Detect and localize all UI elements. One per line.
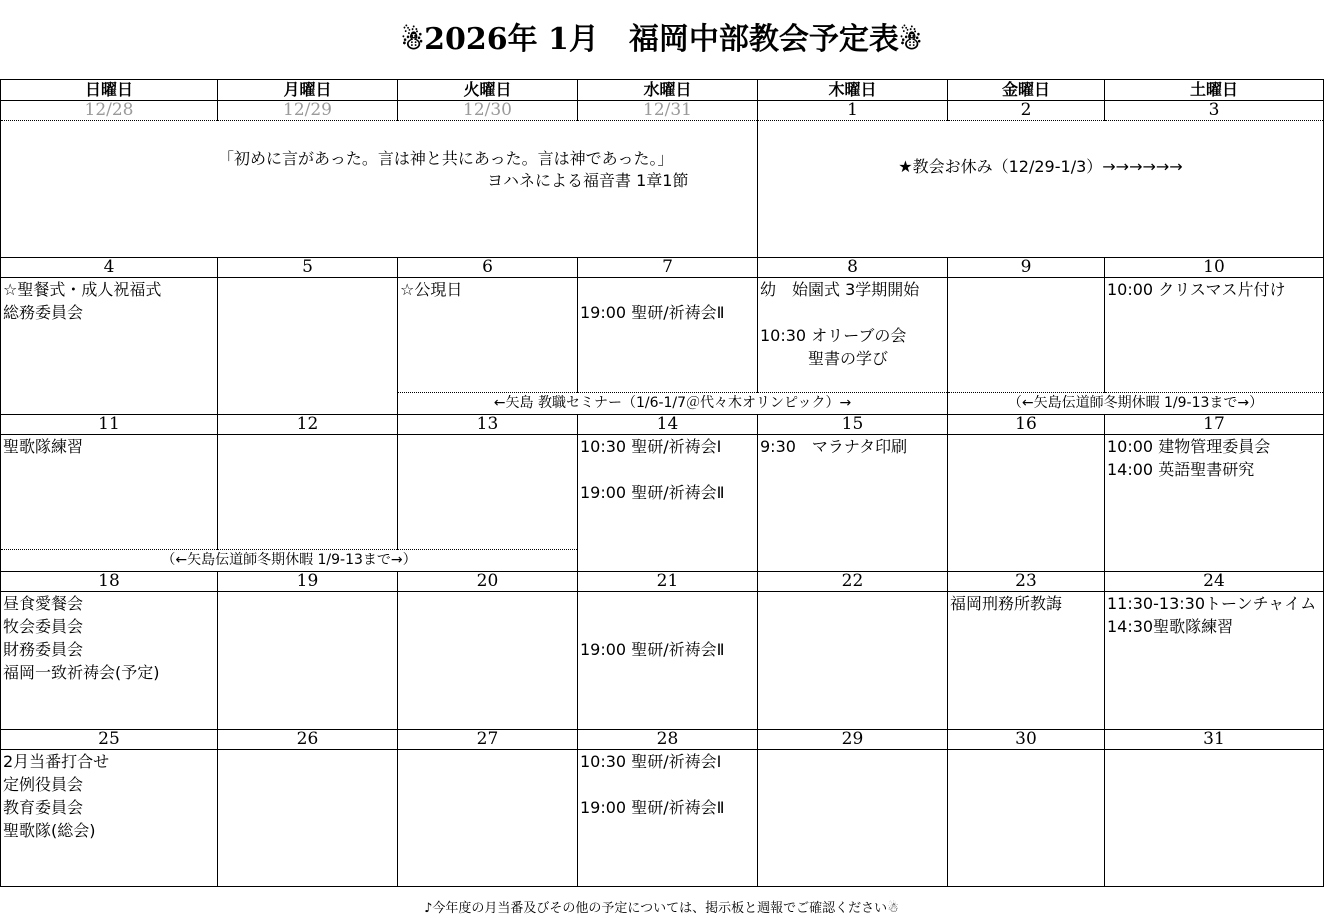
day-cell-thursday	[758, 435, 948, 572]
date-cell: 9	[948, 258, 1105, 278]
day-cell-friday	[948, 750, 1105, 887]
day-cell-monday	[218, 750, 398, 887]
week-4-events	[1, 750, 1324, 887]
bible-verse: 「初めに言があった。言は神と共にあった。言は神であった。」	[218, 149, 674, 168]
week-3-events	[1, 592, 1324, 730]
day-cell-sunday	[1, 750, 218, 887]
day-cell-friday	[948, 435, 1105, 572]
date-cell: 31	[1105, 730, 1324, 750]
event-item: 聖歌隊練習	[3, 437, 84, 456]
church-closure-note: ★教会お休み（12/29-1/3）→→→→→→	[898, 157, 1183, 176]
day-cell-tuesday	[398, 592, 578, 730]
snowman-icon: ☃	[898, 26, 923, 56]
event-item: 19:00 聖研/祈祷会Ⅱ	[580, 303, 725, 322]
date-cell: 12	[218, 415, 398, 435]
day-cell-sunday	[1, 435, 218, 550]
day-cell-tuesday	[398, 435, 578, 550]
day-cell-monday	[218, 435, 398, 550]
day-cell-thursday	[758, 278, 948, 393]
date-cell: 29	[758, 730, 948, 750]
date-cell: 19	[218, 572, 398, 592]
date-cell: 17	[1105, 415, 1324, 435]
day-cell-saturday	[1105, 592, 1324, 730]
week-2-dates	[1, 415, 1324, 435]
date-cell: 7	[578, 258, 758, 278]
day-cell-sunday	[1, 592, 218, 730]
event-item: 昼食愛餐会	[3, 594, 84, 613]
day-cell-saturday	[1105, 278, 1324, 393]
event-item: 教育委員会	[3, 798, 84, 817]
event-item: 幼 始園式 3学期開始	[760, 280, 920, 299]
holiday-banner: （←矢島伝道師冬期休暇 1/9-13まで→）	[1, 550, 578, 572]
date-cell: 4	[1, 258, 218, 278]
weekday-sunday: 日曜日	[1, 80, 218, 101]
date-cell: 21	[578, 572, 758, 592]
footer-text: ♪今年度の月当番及びその他の予定については、掲示板と週報でご確認ください	[424, 901, 888, 916]
day-cell-monday	[218, 278, 398, 415]
weekday-saturday: 土曜日	[1105, 80, 1324, 101]
date-cell: 27	[398, 730, 578, 750]
day-cell-thursday	[758, 750, 948, 887]
day-cell-wednesday	[578, 750, 758, 887]
date-cell: 3	[1105, 101, 1324, 121]
event-item: 定例役員会	[3, 775, 84, 794]
date-cell: 8	[758, 258, 948, 278]
date-cell: 12/29	[218, 101, 398, 121]
event-item: ☆公現日	[400, 280, 463, 299]
date-cell: 11	[1, 415, 218, 435]
event-item: 10:30 オリーブの会	[760, 326, 907, 345]
event-item: 財務委員会	[3, 640, 84, 659]
snowman-icon: ☃	[400, 26, 425, 56]
day-cell-friday	[948, 592, 1105, 730]
date-cell: 15	[758, 415, 948, 435]
date-cell: 22	[758, 572, 948, 592]
date-cell: 5	[218, 258, 398, 278]
week-0-events	[1, 121, 1324, 258]
date-cell: 12/30	[398, 101, 578, 121]
day-cell-wednesday	[578, 435, 758, 572]
calendar-title	[0, 18, 1323, 63]
event-item: 10:30 聖研/祈祷会Ⅰ	[580, 437, 722, 456]
title-text: 2026年 1月 福岡中部教会予定表	[424, 22, 899, 57]
footer-note	[0, 901, 1323, 917]
week-3-dates	[1, 572, 1324, 592]
event-item: ☆聖餐式・成人祝福式	[3, 280, 162, 299]
date-cell: 23	[948, 572, 1105, 592]
date-cell: 28	[578, 730, 758, 750]
day-cell-tuesday	[398, 750, 578, 887]
date-cell: 24	[1105, 572, 1324, 592]
date-cell: 18	[1, 572, 218, 592]
date-cell: 26	[218, 730, 398, 750]
event-item: 19:00 聖研/祈祷会Ⅱ	[580, 640, 725, 659]
seminar-banner: ←矢島 教職セミナー（1/6-1/7＠代々木オリンピック）→	[398, 393, 948, 415]
event-item: 19:00 聖研/祈祷会Ⅱ	[580, 483, 725, 502]
weekday-friday: 金曜日	[948, 80, 1105, 101]
event-item: 14:00 英語聖書研究	[1107, 460, 1255, 479]
week-1-dates	[1, 258, 1324, 278]
day-cell-sunday	[1, 278, 218, 415]
event-item: 14:30聖歌隊練習	[1107, 617, 1234, 636]
day-cell-monday	[218, 592, 398, 730]
date-cell: 25	[1, 730, 218, 750]
day-cell-tuesday	[398, 278, 578, 393]
week-4-dates	[1, 730, 1324, 750]
bible-verse-reference: ヨハネによる福音書 1章1節	[487, 171, 689, 190]
date-cell: 2	[948, 101, 1105, 121]
event-item: 聖歌隊(総会)	[3, 821, 96, 840]
weekday-monday: 月曜日	[218, 80, 398, 101]
day-cell-saturday	[1105, 750, 1324, 887]
date-cell: 12/31	[578, 101, 758, 121]
day-cell-wednesday	[578, 592, 758, 730]
church-closure-cell	[758, 121, 1324, 258]
day-cell-saturday	[1105, 435, 1324, 572]
weekday-header-row	[1, 80, 1324, 101]
event-item: 牧会委員会	[3, 617, 84, 636]
day-cell-friday	[948, 278, 1105, 393]
date-cell: 10	[1105, 258, 1324, 278]
event-item: 福岡刑務所教誨	[950, 594, 1063, 613]
weekday-wednesday: 水曜日	[578, 80, 758, 101]
event-item: 10:00 クリスマス片付け	[1107, 280, 1286, 299]
event-item: 19:00 聖研/祈祷会Ⅱ	[580, 798, 725, 817]
week-2-events	[1, 435, 1324, 550]
event-item: 9:30 マラナタ印刷	[760, 437, 908, 456]
snowman-icon: ☃	[887, 901, 899, 916]
bible-verse-cell	[1, 121, 758, 258]
date-cell: 16	[948, 415, 1105, 435]
date-cell: 12/28	[1, 101, 218, 121]
week-1-events	[1, 278, 1324, 393]
date-cell: 20	[398, 572, 578, 592]
date-cell: 30	[948, 730, 1105, 750]
weekday-tuesday: 火曜日	[398, 80, 578, 101]
event-item: 10:00 建物管理委員会	[1107, 437, 1271, 456]
weekday-thursday: 木曜日	[758, 80, 948, 101]
date-cell: 1	[758, 101, 948, 121]
date-cell: 13	[398, 415, 578, 435]
event-item: 2月当番打合せ	[3, 752, 110, 771]
event-item: 聖書の学び	[808, 349, 889, 368]
event-item: 10:30 聖研/祈祷会Ⅰ	[580, 752, 722, 771]
date-cell: 6	[398, 258, 578, 278]
event-item: 11:30-13:30トーンチャイム	[1107, 594, 1317, 613]
day-cell-wednesday	[578, 278, 758, 393]
event-item: 福岡一致祈祷会(予定)	[3, 663, 160, 682]
day-cell-thursday	[758, 592, 948, 730]
week-0-dates	[1, 101, 1324, 121]
date-cell: 14	[578, 415, 758, 435]
event-item: 総務委員会	[3, 303, 84, 322]
calendar-grid	[0, 79, 1324, 887]
holiday-banner: （←矢島伝道師冬期休暇 1/9-13まで→）	[948, 393, 1324, 415]
